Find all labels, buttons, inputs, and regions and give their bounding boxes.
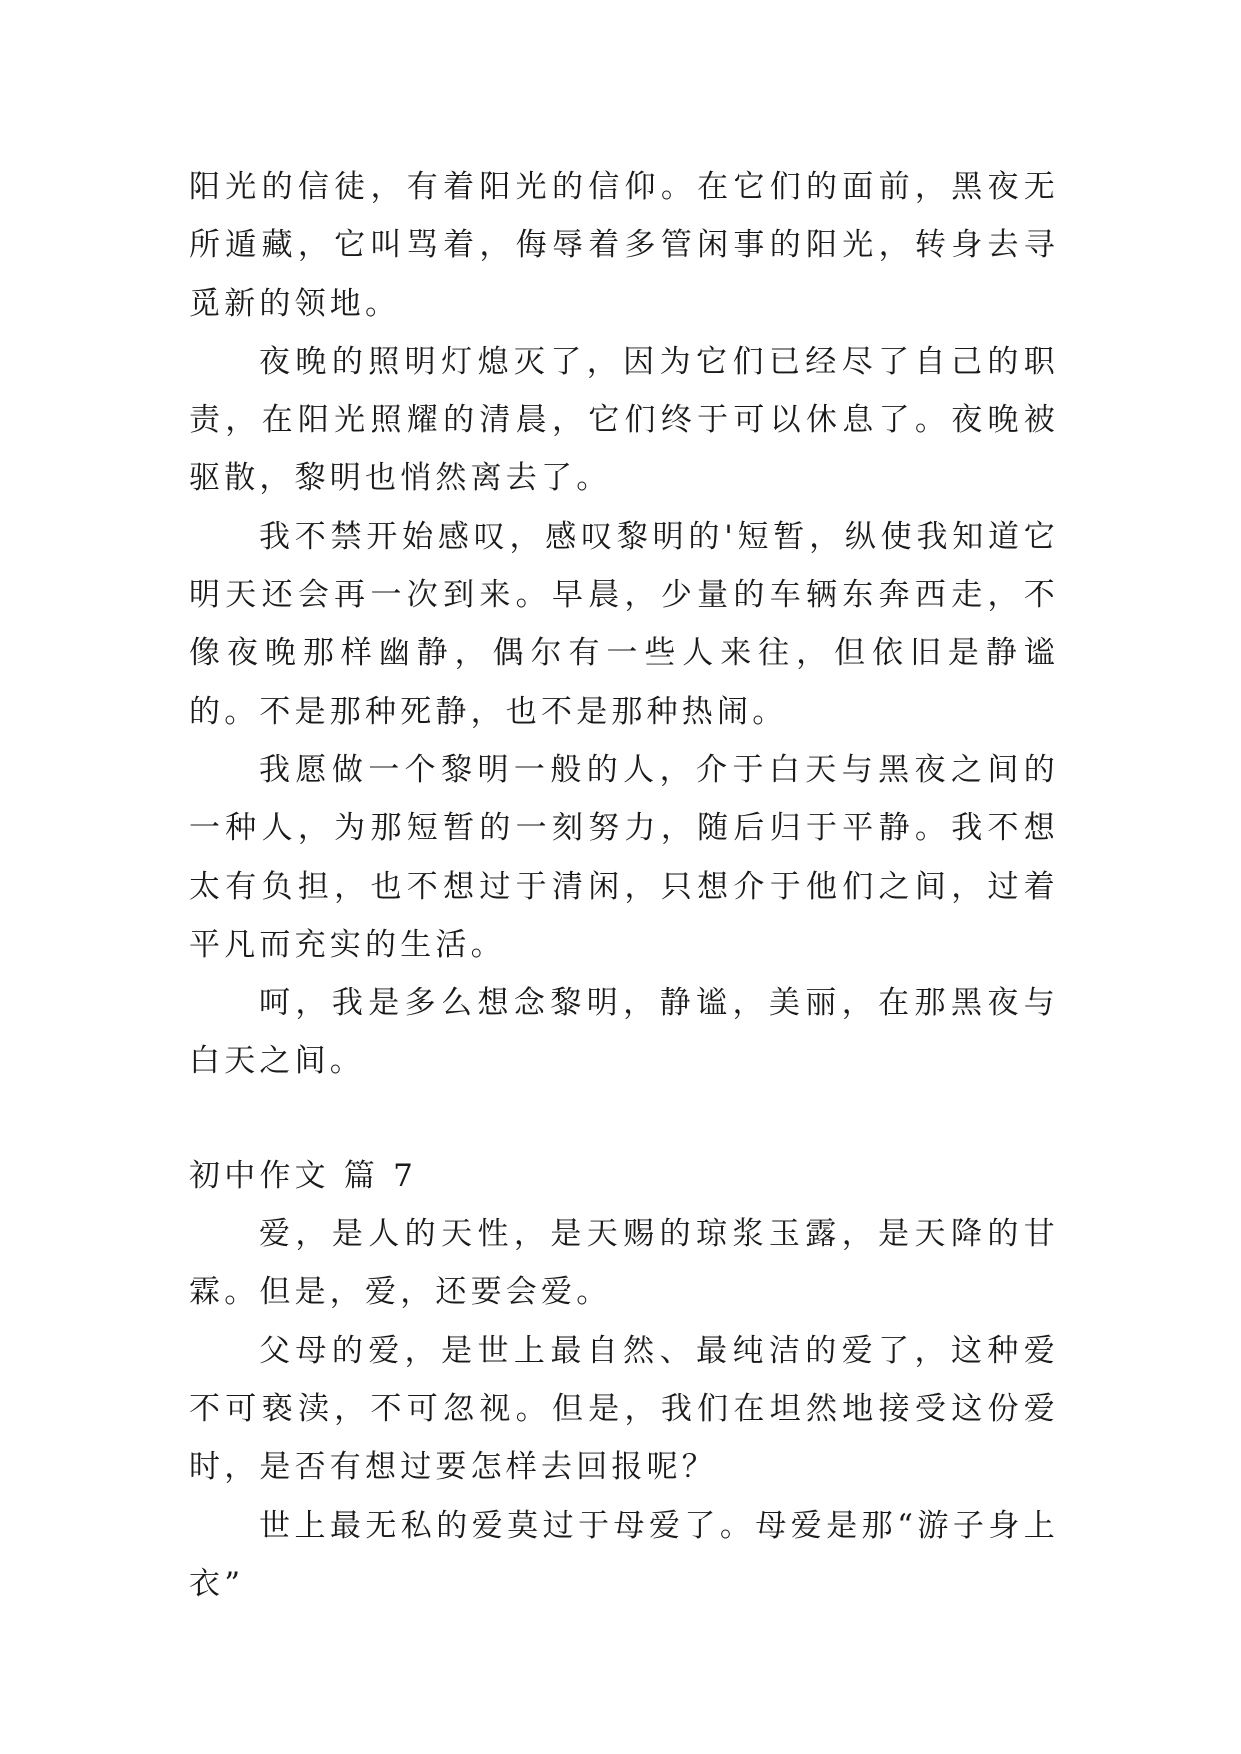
paragraph: 呵，我是多么想念黎明，静谧，美丽，在那黑夜与白天之间。	[189, 985, 1059, 1080]
paragraph: 我愿做一个黎明一般的人，介于白天与黑夜之间的一种人，为那短暂的一刻努力，随后归于平静。我不想太有负担，也不想过于清闲，只想介于他们之间，过着平凡而充实的生活。	[189, 751, 1059, 963]
paragraph: 夜晚的照明灯熄灭了，因为它们已经尽了自己的职责，在阳光照耀的清晨，它们终于可以休息了。夜晚被驱散，黎明也悄然离去了。	[189, 343, 1059, 497]
paragraph: 爱，是人的天性，是天赐的琼浆玉露，是天降的甘霖。但是，爱，还要会爱。	[189, 1216, 1059, 1311]
paragraph: 阳光的信徒，有着阳光的信仰。在它们的面前，黑夜无所遁藏，它叫骂着，侮辱着多管闲事的阳光，转身去寻觅新的领地。	[189, 169, 1059, 322]
paragraph: 父母的爱，是世上最自然、最纯洁的爱了，这种爱不可亵渎，不可忽视。但是，我们在坦然地接受这份爱时，是否有想过要怎样去回报呢？	[189, 1332, 1059, 1486]
paragraph: 世上最无私的爱莫过于母爱了。母爱是那“游子身上衣”	[189, 1507, 1059, 1602]
essay-title: 初中作文 篇 7	[189, 1157, 418, 1194]
paragraph: 我不禁开始感叹，感叹黎明的'短暂，纵使我知道它明天还会再一次到来。早晨，少量的车辆东奔西走，不像夜晚那样幽静，偶尔有一些人来往，但依旧是静谧的。不是那种死静，也不是那种热闹。	[189, 518, 1059, 730]
document-body	[189, 158, 1059, 1613]
